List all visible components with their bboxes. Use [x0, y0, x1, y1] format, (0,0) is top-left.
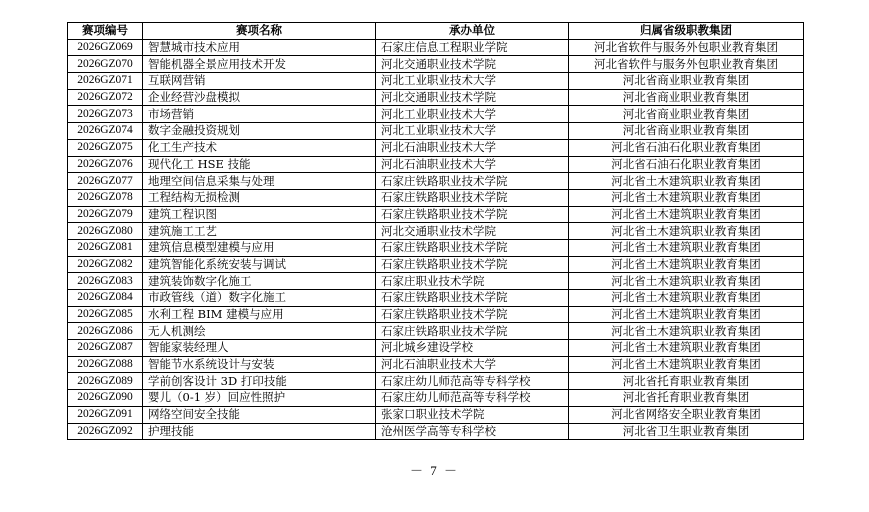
table-row [68, 56, 804, 73]
cell-host: 石家庄铁路职业技术学院 [376, 323, 569, 340]
table-row [68, 256, 804, 273]
header-group: 归属省级职教集团 [569, 23, 804, 40]
cell-host: 石家庄铁路职业技术学院 [376, 189, 569, 206]
cell-name: 市场营销 [143, 106, 376, 123]
cell-group: 河北省商业职业教育集团 [569, 106, 804, 123]
cell-name: 建筑工程识图 [143, 206, 376, 223]
cell-name: 建筑装饰数字化施工 [143, 273, 376, 290]
cell-name: 智慧城市技术应用 [143, 39, 376, 56]
cell-name: 网络空间安全技能 [143, 406, 376, 423]
cell-name: 建筑施工工艺 [143, 223, 376, 240]
table-row [68, 423, 804, 440]
cell-host: 沧州医学高等专科学校 [376, 423, 569, 440]
cell-host: 石家庄幼儿师范高等专科学校 [376, 373, 569, 390]
table-row [68, 356, 804, 373]
cell-name: 企业经营沙盘模拟 [143, 89, 376, 106]
cell-name: 数字金融投资规划 [143, 123, 376, 140]
cell-host: 河北石油职业技术大学 [376, 156, 569, 173]
cell-code: 2026GZ090 [68, 390, 143, 407]
table-row [68, 323, 804, 340]
table-header-row [68, 23, 804, 40]
cell-host: 河北工业职业技术大学 [376, 73, 569, 90]
cell-code: 2026GZ089 [68, 373, 143, 390]
cell-name: 市政管线（道）数字化施工 [143, 290, 376, 307]
cell-name: 建筑信息模型建模与应用 [143, 239, 376, 256]
cell-name: 婴儿（0-1 岁）回应性照护 [143, 390, 376, 407]
cell-name: 建筑智能化系统安装与调试 [143, 256, 376, 273]
cell-group: 河北省托育职业教育集团 [569, 373, 804, 390]
cell-code: 2026GZ084 [68, 290, 143, 307]
cell-host: 石家庄铁路职业技术学院 [376, 206, 569, 223]
cell-group: 河北省土木建筑职业教育集团 [569, 323, 804, 340]
table-row [68, 139, 804, 156]
cell-host: 河北石油职业技术大学 [376, 356, 569, 373]
cell-host: 河北交通职业技术学院 [376, 89, 569, 106]
cell-host: 石家庄铁路职业技术学院 [376, 290, 569, 307]
cell-code: 2026GZ072 [68, 89, 143, 106]
cell-host: 河北交通职业技术学院 [376, 223, 569, 240]
cell-host: 河北石油职业技术大学 [376, 139, 569, 156]
cell-name: 智能节水系统设计与安装 [143, 356, 376, 373]
cell-code: 2026GZ075 [68, 139, 143, 156]
table-row [68, 106, 804, 123]
cell-group: 河北省软件与服务外包职业教育集团 [569, 56, 804, 73]
cell-group: 河北省土木建筑职业教育集团 [569, 223, 804, 240]
cell-group: 河北省软件与服务外包职业教育集团 [569, 39, 804, 56]
cell-group: 河北省土木建筑职业教育集团 [569, 290, 804, 307]
cell-code: 2026GZ092 [68, 423, 143, 440]
table-row [68, 39, 804, 56]
cell-group: 河北省石油石化职业教育集团 [569, 156, 804, 173]
cell-host: 河北工业职业技术大学 [376, 123, 569, 140]
table-row [68, 340, 804, 357]
cell-host: 河北交通职业技术学院 [376, 56, 569, 73]
cell-group: 河北省土木建筑职业教育集团 [569, 256, 804, 273]
cell-group: 河北省土木建筑职业教育集团 [569, 273, 804, 290]
cell-name: 地理空间信息采集与处理 [143, 173, 376, 190]
table-row [68, 173, 804, 190]
cell-host: 石家庄铁路职业技术学院 [376, 239, 569, 256]
cell-host: 石家庄信息工程职业学院 [376, 39, 569, 56]
cell-name: 学前创客设计 3D 打印技能 [143, 373, 376, 390]
cell-host: 石家庄幼儿师范高等专科学校 [376, 390, 569, 407]
cell-group: 河北省商业职业教育集团 [569, 73, 804, 90]
cell-name: 水利工程 BIM 建模与应用 [143, 306, 376, 323]
cell-name: 互联网营销 [143, 73, 376, 90]
cell-group: 河北省卫生职业教育集团 [569, 423, 804, 440]
cell-code: 2026GZ086 [68, 323, 143, 340]
cell-code: 2026GZ076 [68, 156, 143, 173]
cell-host: 石家庄铁路职业技术学院 [376, 173, 569, 190]
table-row [68, 206, 804, 223]
table-row [68, 306, 804, 323]
cell-name: 化工生产技术 [143, 139, 376, 156]
cell-code: 2026GZ071 [68, 73, 143, 90]
cell-group: 河北省土木建筑职业教育集团 [569, 306, 804, 323]
cell-group: 河北省商业职业教育集团 [569, 89, 804, 106]
table-row [68, 273, 804, 290]
cell-group: 河北省网络安全职业教育集团 [569, 406, 804, 423]
cell-group: 河北省托育职业教育集团 [569, 390, 804, 407]
cell-code: 2026GZ077 [68, 173, 143, 190]
cell-code: 2026GZ082 [68, 256, 143, 273]
table-row [68, 223, 804, 240]
cell-code: 2026GZ083 [68, 273, 143, 290]
table-body [68, 39, 804, 440]
cell-name: 护理技能 [143, 423, 376, 440]
cell-code: 2026GZ091 [68, 406, 143, 423]
cell-code: 2026GZ079 [68, 206, 143, 223]
cell-group: 河北省土木建筑职业教育集团 [569, 340, 804, 357]
cell-code: 2026GZ080 [68, 223, 143, 240]
cell-code: 2026GZ081 [68, 239, 143, 256]
page-number: － 7 － [409, 463, 459, 478]
table-row [68, 89, 804, 106]
cell-code: 2026GZ070 [68, 56, 143, 73]
cell-code: 2026GZ073 [68, 106, 143, 123]
cell-host: 河北工业职业技术大学 [376, 106, 569, 123]
cell-host: 石家庄职业技术学院 [376, 273, 569, 290]
cell-host: 石家庄铁路职业技术学院 [376, 306, 569, 323]
cell-host: 石家庄铁路职业技术学院 [376, 256, 569, 273]
cell-group: 河北省土木建筑职业教育集团 [569, 356, 804, 373]
table-row [68, 373, 804, 390]
cell-group: 河北省土木建筑职业教育集团 [569, 189, 804, 206]
cell-name: 工程结构无损检测 [143, 189, 376, 206]
cell-name: 无人机测绘 [143, 323, 376, 340]
cell-name: 现代化工 HSE 技能 [143, 156, 376, 173]
cell-host: 河北城乡建设学校 [376, 340, 569, 357]
table-row [68, 156, 804, 173]
cell-group: 河北省石油石化职业教育集团 [569, 139, 804, 156]
cell-group: 河北省土木建筑职业教育集团 [569, 206, 804, 223]
cell-code: 2026GZ078 [68, 189, 143, 206]
table-row [68, 290, 804, 307]
cell-code: 2026GZ087 [68, 340, 143, 357]
header-host: 承办单位 [376, 23, 569, 40]
header-name: 赛项名称 [143, 23, 376, 40]
header-code: 赛项编号 [68, 23, 143, 40]
table-row [68, 239, 804, 256]
cell-code: 2026GZ088 [68, 356, 143, 373]
table-row [68, 390, 804, 407]
cell-name: 智能家装经理人 [143, 340, 376, 357]
cell-code: 2026GZ074 [68, 123, 143, 140]
cell-code: 2026GZ085 [68, 306, 143, 323]
cell-group: 河北省土木建筑职业教育集团 [569, 239, 804, 256]
cell-host: 张家口职业技术学院 [376, 406, 569, 423]
table-row [68, 123, 804, 140]
competition-table [67, 22, 804, 440]
cell-code: 2026GZ069 [68, 39, 143, 56]
table-row [68, 406, 804, 423]
cell-group: 河北省土木建筑职业教育集团 [569, 173, 804, 190]
table-row [68, 189, 804, 206]
cell-group: 河北省商业职业教育集团 [569, 123, 804, 140]
table-row [68, 73, 804, 90]
cell-name: 智能机器全景应用技术开发 [143, 56, 376, 73]
